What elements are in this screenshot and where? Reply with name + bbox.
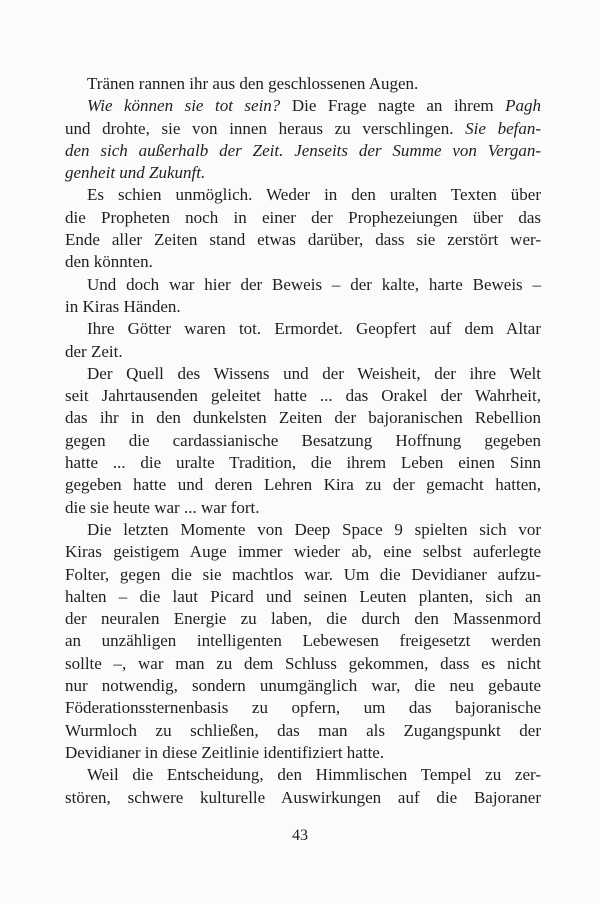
text-line [65, 229, 541, 251]
text-segment: sollte –, war man zu dem Schluss gekommen, dass es nicht [65, 653, 541, 673]
italic-text-segment: Sie befan- [465, 118, 541, 138]
text-line [65, 787, 541, 809]
text-segment: die Propheten noch in einer der Prophezeiungen über das [65, 207, 541, 227]
text-segment: die sie heute war ... war fort. [65, 497, 260, 517]
text-segment: hatte ... die uralte Tradition, die ihrem Leben einen Sinn [65, 453, 541, 473]
text-line [65, 541, 541, 563]
text-segment: Föderationssternenbasis zu opfern, um das bajoranische [65, 698, 541, 718]
text-segment: Wurmloch zu schließen, das man als Zugangspunkt der [65, 720, 541, 740]
text-line [65, 697, 541, 719]
text-segment: an unzähligen intelligenten Lebewesen freigesetzt werden [65, 631, 541, 651]
text-segment: gegeben hatte und deren Lehren Kira zu der gemacht hatten, [65, 475, 541, 495]
text-segment: Ihre Götter waren tot. Ermordet. Geopfert auf dem Altar [87, 319, 541, 339]
text-segment: Die letzten Momente von Deep Space 9 spielten sich vor [87, 519, 541, 539]
text-segment: seit Jahrtausenden geleitet hatte ... das Orakel der Wahrheit, [65, 386, 541, 406]
text-segment: Tränen rannen ihr aus den geschlossenen Augen. [87, 74, 419, 93]
page-number: 43 [292, 827, 308, 844]
italic-text-segment: Pagh [505, 96, 541, 116]
text-line [65, 162, 541, 184]
italic-text-segment: genheit und Zukunft. [65, 163, 206, 183]
text-line [65, 586, 541, 608]
text-segment: das ihr in den dunkelsten Zeiten der bajoranischen Rebellion [65, 408, 541, 428]
italic-text-segment: den sich außerhalb der Zeit. Jenseits der Summe von Vergan- [65, 140, 541, 160]
text-line [65, 363, 541, 385]
text-segment: Kiras geistigem Auge immer wieder ab, eine selbst auferlegte [65, 542, 541, 562]
text-line [65, 474, 541, 496]
text-segment: Der Quell des Wissens und der Weisheit, der ihre Welt [87, 363, 541, 383]
text-segment: Und doch war hier der Beweis – der kalte, harte Beweis – [87, 274, 541, 294]
text-line [65, 497, 541, 519]
text-segment: und drohte, sie von innen heraus zu verschlingen. [65, 118, 466, 138]
text-line [65, 519, 541, 541]
text-line [65, 318, 541, 340]
text-line [65, 296, 541, 318]
text-line [65, 207, 541, 229]
text-line [65, 95, 541, 117]
text-segment: den könnten. [65, 252, 153, 272]
text-line [65, 274, 541, 296]
text-line [65, 675, 541, 697]
text-line [65, 764, 541, 786]
text-segment: Die Frage nagte an ihrem [280, 96, 506, 116]
text-segment: der neuralen Energie zu laben, die durch den Massenmord [65, 609, 541, 629]
text-line [65, 118, 541, 140]
text-line [65, 341, 541, 363]
text-segment: stören, schwere kulturelle Auswirkungen auf die Bajoraner [65, 787, 541, 807]
text-segment: Devidianer in diese Zeitlinie identifiziert hatte. [65, 742, 385, 762]
text-line [65, 630, 541, 652]
text-line [65, 140, 541, 162]
text-line [65, 251, 541, 273]
text-segment: Weil die Entscheidung, den Himmlischen Tempel zu zer- [87, 765, 541, 785]
text-line [65, 742, 541, 764]
text-line [65, 608, 541, 630]
text-line [65, 430, 541, 452]
text-segment: Es schien unmöglich. Weder in den uralten Texten über [87, 185, 541, 205]
text-segment: Folter, gegen die sie machtlos war. Um die Devidianer aufzu- [65, 564, 541, 584]
text-line [65, 653, 541, 675]
text-line [65, 407, 541, 429]
text-segment: nur notwendig, sondern unumgänglich war, die neu gebaute [65, 676, 541, 696]
text-line [65, 564, 541, 586]
text-segment: halten – die laut Picard und seinen Leuten planten, sich an [65, 586, 541, 606]
text-segment: in Kiras Händen. [65, 296, 181, 316]
text-line [65, 720, 541, 742]
text-line [65, 452, 541, 474]
text-segment: gegen die cardassianische Besatzung Hoffnung gegeben [65, 430, 541, 450]
text-line [65, 385, 541, 407]
text-line [65, 184, 541, 206]
text-segment: der Zeit. [65, 341, 123, 361]
body-text [65, 73, 541, 809]
italic-text-segment: Wie können sie tot sein? [87, 96, 281, 116]
text-line [65, 73, 541, 95]
text-segment: Ende aller Zeiten stand etwas darüber, dass sie zerstört wer- [65, 230, 541, 250]
